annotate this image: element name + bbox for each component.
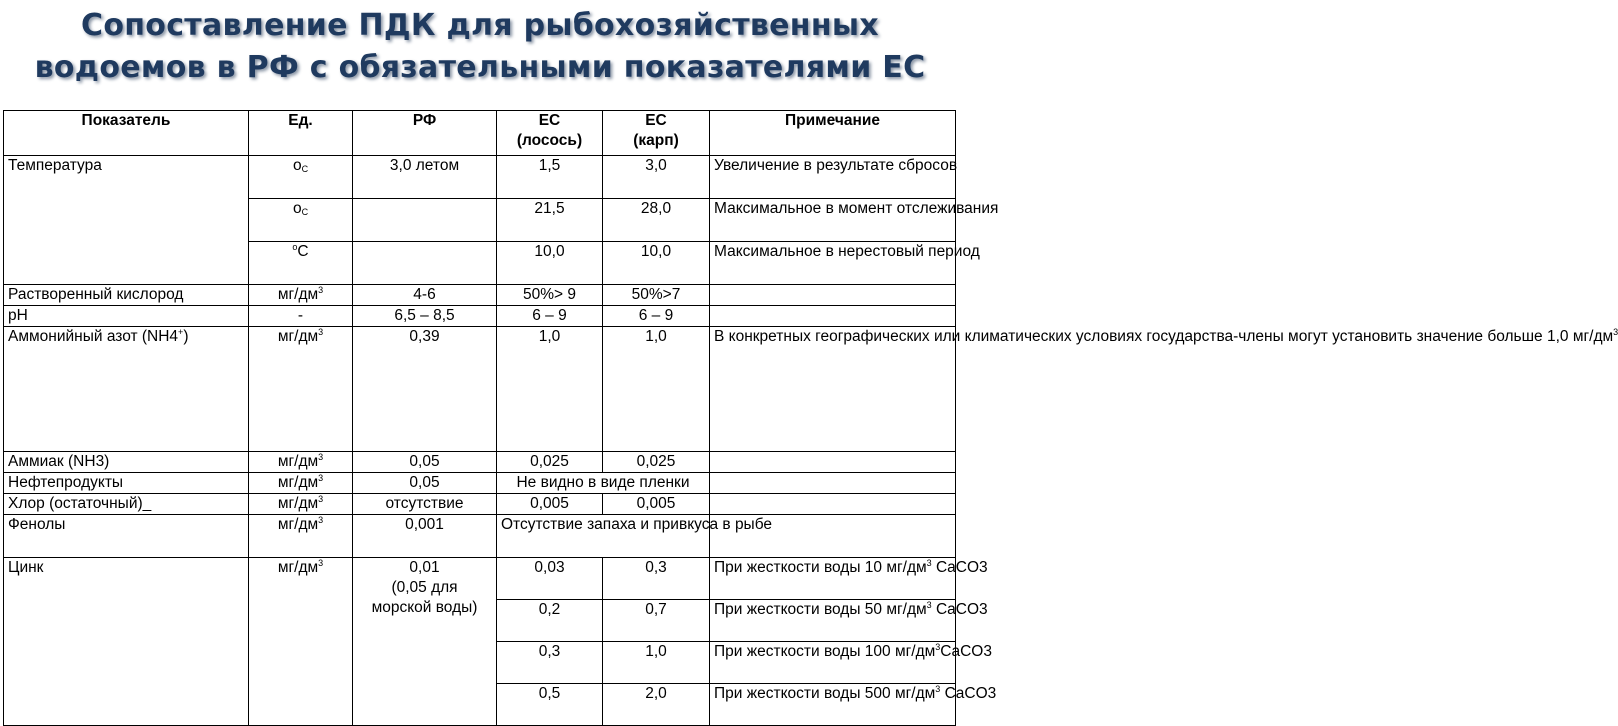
note-cell: [710, 285, 956, 306]
table-row: [4, 327, 956, 452]
ec-carp-value: 10,0: [603, 242, 710, 285]
param-ammonia: Аммиак (NH3): [4, 452, 249, 473]
ec-salmon-value: 1,0: [497, 327, 603, 452]
rf-value: 4-6: [353, 285, 497, 306]
unit-cell: [249, 515, 353, 558]
ec-carp-value: 0,3: [603, 558, 710, 600]
param-ammonium-pre: Аммонийный азот (NH4: [8, 328, 179, 345]
ec-salmon-value: 1,5: [497, 156, 603, 199]
ec-carp-value: 0,025: [603, 452, 710, 473]
ec-salmon-value: 0,03: [497, 558, 603, 600]
rf-value: 6,5 – 8,5: [353, 306, 497, 327]
unit-degree: o: [292, 200, 302, 217]
header-ec-salmon: [497, 111, 603, 156]
param-ammonium-sup: +: [178, 327, 184, 337]
rf-value: 3,0 летом: [353, 156, 497, 199]
ec-carp-value: 2,0: [603, 684, 710, 726]
title-line-2: водоемов в РФ с обязательными показателями ЕС: [34, 50, 926, 85]
unit-mg: мг/дм: [277, 474, 319, 491]
note-zinc-sup: 3: [926, 600, 932, 610]
table-row: [4, 156, 956, 199]
note-cell: [710, 684, 997, 726]
unit-cell: [249, 242, 353, 285]
note-cell: [710, 452, 956, 473]
header-unit: Ед.: [249, 111, 353, 156]
ec-carp-value: 1,0: [603, 642, 710, 684]
ec-carp-value: 6 – 9: [603, 306, 710, 327]
table-row: [4, 285, 956, 306]
unit-cell: -: [249, 306, 353, 327]
note-zinc-sup: 3: [935, 642, 941, 652]
table-header-row: [4, 111, 956, 156]
unit-cube: 3: [318, 327, 324, 337]
rf-zinc-line1: 0,01: [409, 559, 440, 576]
header-param: Показатель: [4, 111, 249, 156]
note-zinc-pre: При жесткости воды 50 мг/дм: [714, 601, 927, 618]
unit-mg: мг/дм: [277, 453, 319, 470]
param-phenols: Фенолы: [4, 515, 249, 558]
param-temperature: Температура: [4, 156, 249, 285]
note-zinc-sup: 3: [926, 558, 932, 568]
unit-mg: мг/дм: [277, 328, 319, 345]
unit-degree-sup: o: [292, 242, 298, 252]
ec-salmon-value: 0,025: [497, 452, 603, 473]
note-ammonium-sup: 3: [1613, 327, 1618, 337]
param-ammonium: [4, 327, 249, 452]
note-zinc-post: CaCO3: [940, 643, 992, 660]
header-rf: РФ: [353, 111, 497, 156]
ec-salmon-value: 0,2: [497, 600, 603, 642]
ec-salmon-value: 0,3: [497, 642, 603, 684]
rf-value: [353, 199, 497, 242]
header-ec-carp-line1: ЕС: [645, 112, 667, 129]
header-ec-salmon-line2: (лосось): [516, 132, 583, 149]
header-note: Примечание: [710, 111, 956, 156]
rf-zinc-line3: морской воды): [371, 599, 478, 616]
note-zinc-post: CaCO3: [940, 685, 997, 702]
unit-cube: 3: [318, 515, 324, 525]
unit-cell: [249, 156, 353, 199]
table-row: [4, 515, 956, 558]
rf-value: 0,05: [353, 452, 497, 473]
note-zinc-sup: 3: [935, 684, 941, 694]
ec-salmon-value: 21,5: [497, 199, 603, 242]
ec-merged-value: Отсутствие запаха и привкуса в рыбе: [497, 515, 710, 558]
ec-carp-value: 0,005: [603, 494, 710, 515]
unit-degree-c: C: [301, 207, 309, 217]
ec-carp-value: 28,0: [603, 199, 710, 242]
note-cell: Максимальное в нерестовый период: [710, 242, 956, 285]
note-zinc-pre: При жесткости воды 100 мг/дм: [714, 643, 936, 660]
unit-cube: 3: [318, 558, 324, 568]
header-ec-carp-line2: (карп): [633, 132, 679, 149]
rf-value: [353, 558, 497, 726]
unit-mg: мг/дм: [277, 286, 319, 303]
unit-mg: мг/дм: [277, 516, 319, 533]
note-cell: Увеличение в результате сбросов: [710, 156, 956, 199]
unit-cell: [249, 494, 353, 515]
unit-cube: 3: [318, 452, 324, 462]
page-title: [0, 0, 960, 106]
note-zinc-post: CaCO3: [931, 601, 988, 618]
unit-cube: 3: [318, 494, 324, 504]
note-cell: [710, 642, 992, 684]
unit-mg: мг/дм: [277, 495, 319, 512]
note-cell: [710, 558, 988, 600]
rf-value: [353, 242, 497, 285]
rf-value: 0,001: [353, 515, 497, 558]
title-line-1: Сопоставление ПДК для рыбохозяйственных: [81, 8, 879, 43]
unit-mg: мг/дм: [277, 559, 319, 576]
unit-cube: 3: [318, 285, 324, 295]
ec-salmon-value: 6 – 9: [497, 306, 603, 327]
table-row: [4, 306, 956, 327]
ec-carp-value: 3,0: [603, 156, 710, 199]
ec-carp-value: 0,7: [603, 600, 710, 642]
note-cell: [710, 600, 988, 642]
note-cell: Максимальное в момент отслеживания: [710, 199, 956, 242]
unit-cell: [249, 452, 353, 473]
header-ec-salmon-line1: ЕС: [538, 112, 561, 129]
note-ammonium-text: В конкретных географических или климатических условиях государства-члены могут установить значение больше 1,0 мг/дм: [714, 328, 1614, 345]
unit-degree: o: [292, 157, 302, 174]
note-cell: [710, 327, 1618, 452]
ec-merged-value: Не видно в виде пленки: [497, 473, 710, 494]
note-cell: [710, 494, 956, 515]
param-zinc: Цинк: [4, 558, 249, 726]
note-zinc-post: CaCO3: [931, 559, 988, 576]
ec-carp-value: 50%>7: [603, 285, 710, 306]
ec-salmon-value: 0,5: [497, 684, 603, 726]
rf-zinc-line2: (0,05 для: [391, 579, 458, 596]
table-row: [4, 494, 956, 515]
param-ammonium-post: ): [183, 328, 189, 345]
unit-degree-c: C: [297, 243, 309, 260]
header-ec-carp: [603, 111, 710, 156]
ec-salmon-value: 10,0: [497, 242, 603, 285]
unit-cube: 3: [318, 473, 324, 483]
rf-value: 0,05: [353, 473, 497, 494]
unit-cell: [249, 558, 353, 726]
table-row: [4, 558, 956, 600]
ec-carp-value: 1,0: [603, 327, 710, 452]
unit-cell: [249, 473, 353, 494]
rf-value: отсутствие: [353, 494, 497, 515]
ec-salmon-value: 0,005: [497, 494, 603, 515]
ec-salmon-value: 50%> 9: [497, 285, 603, 306]
unit-degree-c: C: [301, 164, 309, 174]
param-ph: pH: [4, 306, 249, 327]
table-row: [4, 473, 956, 494]
note-cell: [710, 306, 956, 327]
unit-cell: [249, 199, 353, 242]
param-oil: Нефтепродукты: [4, 473, 249, 494]
unit-cell: [249, 285, 353, 306]
table-row: [4, 452, 956, 473]
note-zinc-pre: При жесткости воды 500 мг/дм: [714, 685, 936, 702]
pdk-comparison-table: [3, 110, 1618, 726]
param-chlorine: Хлор (остаточный)_: [4, 494, 249, 515]
note-zinc-pre: При жесткости воды 10 мг/дм: [714, 559, 927, 576]
param-oxygen: Растворенный кислород: [4, 285, 249, 306]
rf-value: 0,39: [353, 327, 497, 452]
unit-cell: [249, 327, 353, 452]
note-cell: [710, 473, 956, 494]
